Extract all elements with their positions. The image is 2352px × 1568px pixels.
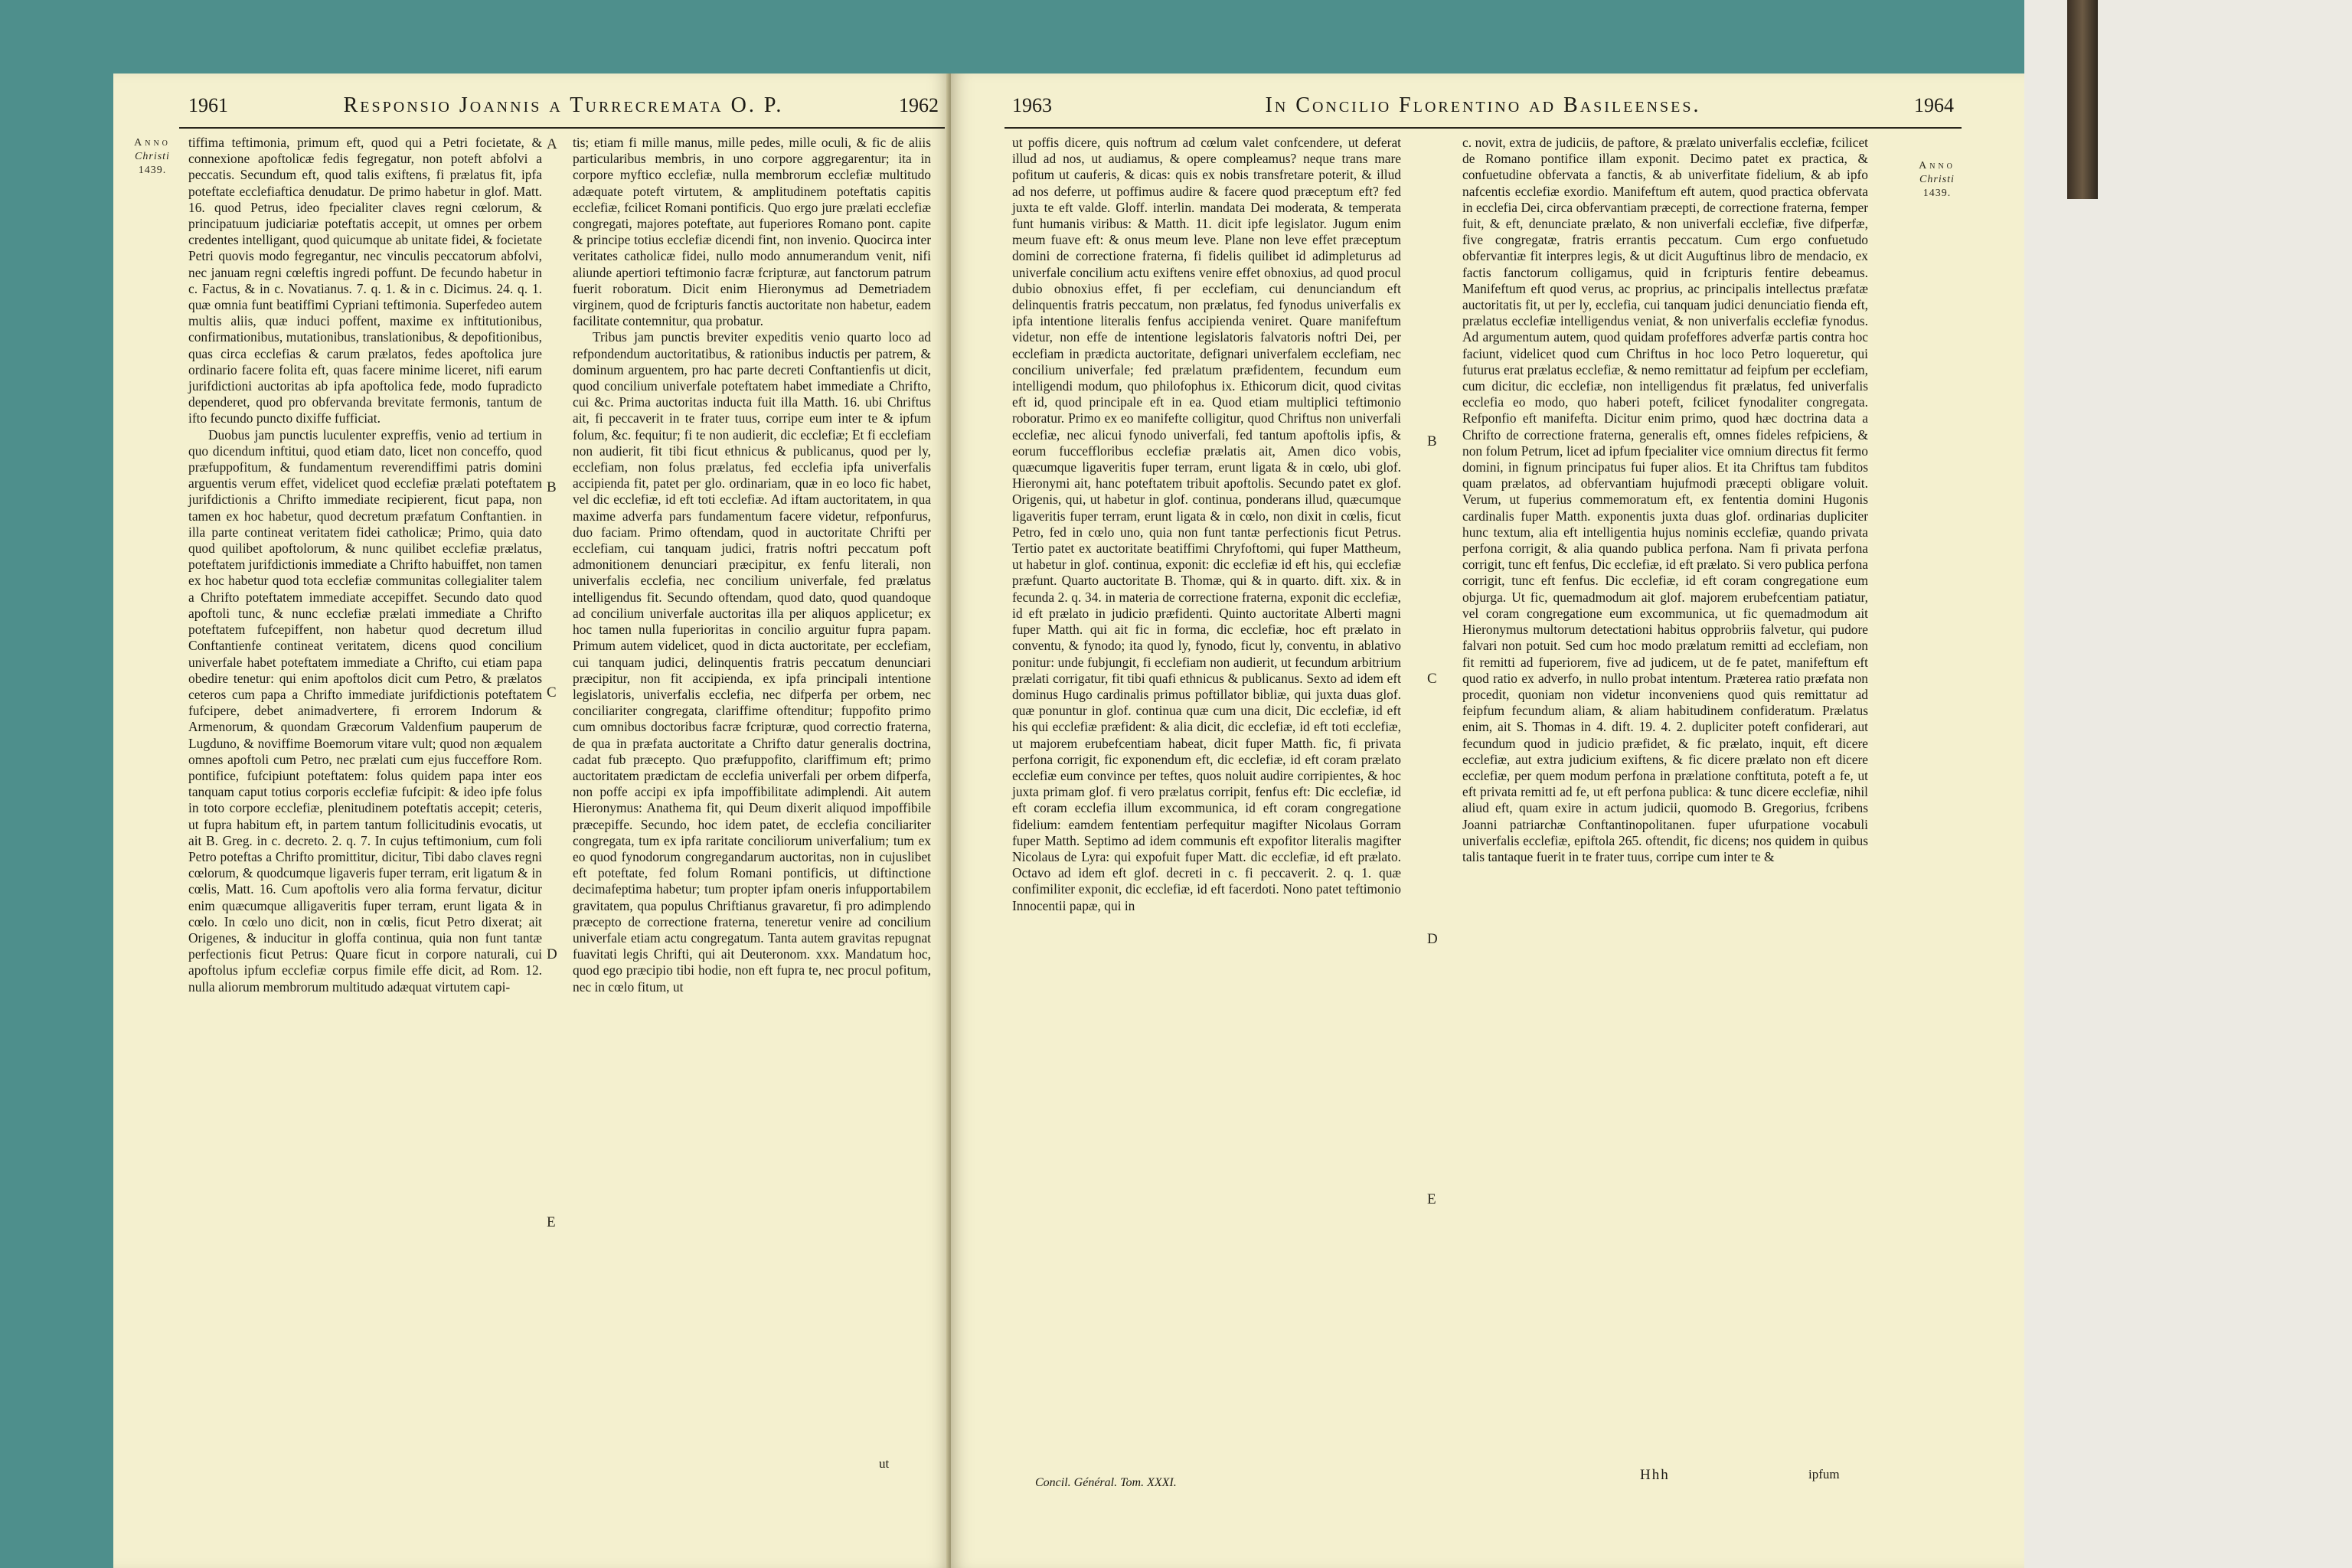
page-number-1964: 1964 [1914,94,1954,116]
paragraph: tiffima teftimonia, primum eft, quod qui a Petri focietate, & connexione apoftolicæ fedis fegregatur, non poteft abfolvi a peccatis. Secundum eft, quod talis exiftens, fi prælatus fit, ipfa poteftate ecclefiaftica denudatur. De primo habetur in glof. Matt. 16. quod Petrus, ideo fpecialiter claves regni cœlorum, & principatuum judiciariæ poteftatis accepit, ut omnes per orbem credentes intelligant, quod quicumque ab unitate fidei, & focietate Petri quovis modo fegregantur, nec vinculis peccatorum abfolvi, nec januam regni cœleftis ingredi poffunt. De fecundo habetur in c. Factus, & in c. Novatianus. 7. q. 1. & in c. Dicimus. 24. q. 1. quæ omnia funt beatiffimi Cypriani teftimonia. Superfedeo autem multis aliis, quæ induci poffent, maxime ex inftitutionibus, confirmationibus, mutationibus, translationibus, & depofitionibus, quas circa ecclefias & carum prælatos, fedes apoftolica jure ordinario facere folita eft, quas facere minime liceret, nifi earum jurifdictioni auctoritas ab ipfa apoftolica fede, modo fupradicto dependeret, quod pro obfervanda brevitate fermonis, tantum de ifto fecundo puncto dixiffe fufficiat. [188,135,542,426]
left-margin-year-note [119,136,185,178]
right-catchword: ipfum [1808,1467,1840,1481]
section-letter-e: E [547,1214,556,1230]
right-column-b [1462,135,1868,865]
page-number-1963: 1963 [1012,94,1052,116]
margin-christi: Christi [135,151,170,162]
paragraph: Tribus jam punctis breviter expeditis venio quarto loco ad refpondendum auctoritatibus, & rationibus inductis per patrem, & dominum arguentem, pro hac parte decreti Conftantienfis ut dicit, quod concilium univerfale poteftatem habet immediate a Chrifto, cui &c. Prima auctoritas inducta fuit illa Matth. 16. ubi Chriftus ait, fi peccaverit in te frater tuus, corripe eum inter te & ipfum folum, &c. fequitur; fi te non audierit, dic ecclefiæ; Et fi ecclefiam non audierit, fit tibi ficut ethnicus & publicanus, quod per ly, ecclefiam, non folus prælatus, fed ecclefia ipfa univerfalis accipienda fit, patet per glo. ordinariam, quæ in eo loco fic habet, vel dic ecclefiæ, id eft toti ecclefiæ. Ad iftam auctoritatem, in qua maxime adverfa pars fundamentum facere videtur, refponfurus, duo faciam. Primo oftendam, quod in auctoritate Chrifti per ecclefiam, cui tanquam judici, fratris noftri peccatum poft admonitionem denunciari præcipitur, ex fenfu literali, non univerfalis ecclefia, nec concilium univerfale, fed prælatus intelligendus fit. Secundo oftendam, quod dato, quod quandoque ad concilium univerfale auctoritas illa per aliquos applicetur; ex hoc tamen nulla fuperioritas in concilio arguitur fupra papam. Primum autem videlicet, quod in dicta auctoritate, per ecclefiam, cui tanquam judici, delinquentis fratris peccatum denunciari præcipitur, non fit accipienda, ex ipfa principali intentione legislatoris, univerfalis ecclefia, nec difperfa per orbem, nec conciliariter congregata, clariffime oftenditur; fuppofito primo cum omnibus doctoribus facræ fcripturæ, quod correctio fraterna, de qua in præfata auctoritate a Chrifto datur generalis doctrina, cadat fub præcepto. Quo præfuppofito, clariffimum eft; primo auctoritatem prædictam de ecclefia univerfali per orbem difperfa, non poffe accipi ex ipfa impoffibilitate adimplendi. Ait autem Hieronymus: Anathema fit, qui Deum dixerit aliquod impoffibile præcepiffe. Secundo, hoc idem patet, de ecclefia conciliariter congregata, tum ex ipfa raritate conciliorum univerfalium; tum ex eo quod fynodorum congregandarum auctoritas, non in cujuslibet eft poteftate, fed folum Romani pontificis, ut diftinctione decimafeptima habetur; tum propter ipfam oneris infupportabilem gravitatem, qua populus Chriftianus gravaretur, fi pro adimplendo præcepto de correctione fraterna, teneretur venire ad concilium univerfale etiam actu congregatum. Tanta autem gravitas repugnat fuavitati legis Chrifti, qui ait Deuteronom. xxx. Mandatum hoc, quod ego præcipio tibi hodie, non eft fupra te, nec procul pofitum, nec in cœlo fitum, ut [573,329,931,995]
left-running-title: Responsio Joannis a Turrecremata O. P. [343,93,784,117]
right-page [951,74,2024,1568]
signature-line: Concil. Général. Tom. XXXI. [1035,1476,1177,1489]
section-letter-c: C [1427,671,1437,687]
paragraph: c. novit, extra de judiciis, de paftore, & prælato univerfalis ecclefiæ, fcilicet de Romano pontifice illam exponit. Decimo patet ex practica, & confuetudine obfervata a fanctis, & ab univerfitate fidelium, & ab ipfo nafcentis ecclefiæ exordio. Manifeftum eft autem, quod practica obfervata in ecclefia Dei, circa obfervantiam præcepti, de correctione fraterna, femper fuit, & eft, denunciate prælato, & non univerfali ecclefiæ, five difperfæ, five congregatæ, fratris errantis peccatum. Cum ergo confuetudo obfervantiæ fit interpres legis, & ut dicit Auguftinus libro de mendacio, ex factis fanctorum colligamus, quid in fcripturis fentire debeamus. Manifeftum eft quod verus, ac proprius, ac principalis intellectus præfatæ auctoritatis fit, ut per ly, ecclefia, cui tanquam judici denunciatio fienda eft, prælatus ecclefiæ intelligendus veniat, & non univerfalis ecclefiæ fynodus. Ad argumentum autem, quod quidam profeffores adverfæ partis contra hoc faciunt, videlicet quod cum Chriftus in hoc loco Petro loqueretur, qui futurus erat prælatus ecclefiæ, & nemo remittatur ad feipfum per ecclefiam, cum dicitur, dic ecclefiæ, non intelligendus fit prælatus, fed univerfalis ecclefia eo modo, quo haberi poteft, fcilicet fynodaliter congregata. Refponfio eft manifefta. Dicitur enim primo, quod hæc doctrina data a Chrifto de correctione fraterna, generalis eft, omnes fideles refpiciens, & non folum Petrum, licet ad ipfum fpecialiter vice omnium directus fit fermo domini, in fignum principatus fui fuper alios. Et ita Chriftus tam fubditos quam prælatos, ad obfervantiam hujufmodi præcepti obligare voluit. Verum, ut fuperius commemoratum eft, ex fententia domini Hugonis cardinalis fuper Matth. exponentis juxta duas glof. ordinarias dupliciter hunc textum, alia eft intelligentia hujus nominis ecclefiæ, quando privata perfona corrigit, & alia quando publica perfona. Nam fi privata perfona corrigit, tunc eft fenfus, Dic ecclefiæ, id eft prælato. Si vero publica perfona corrigit, tunc eft fenfus. Dic ecclefiæ, id eft coram congregatione eum objurga. Ut fic, quemadmodum ait glof. majorem erubefcentiam patiatur, vel coram congregatione eum excommunica, ut fic quemadmodum ait Hieronymus multorum detectationi habitus opprobriis falvetur, qui pudore falvari non potuit. Sed cum hoc modo prælatum remitti ad ecclefiam, non fit remitti ad fuperiorem, five ad judicem, ut de fe patet, manifeftum eft quod ratio ex adverfo, in nullo probat intentum. Præterea ratio præfata non procedit, quoniam non videtur inconveniens quod quis remittatur ad feipfum fecundum aliam, & aliam habitudinem confideratum. Prælatus enim, ait S. Thomas in 4. dift. 19. 4. 2. dupliciter poteft confiderari, aut fecundum quod in judicio præfidet, & fic prælato, inquit, eft dicere ecclefiæ, aut extra judicium exiftens, & fic dicere prælato non eft dicere ecclefiæ, per quem modum perfona in prælatione conftituta, poteft a fe, ut eft privata remitti ad fe, ut eft perfona publica: & tunc dicere ecclefiæ, nihil aliud eft, quam exire in actum judicii, quomodo B. Gregorius, fcribens Joanni patriarchæ Conftantinopolitanen. fuper ufurpatione vocabuli univerfalis ecclefiæ, epiftola 265. oftendit, fic dicens; nos quidem in quibus talis tantaque fuerit in te frater tuus, corripe cum inter te & [1462,135,1868,864]
margin-year: 1439. [1922,188,1952,199]
margin-year: 1439. [138,165,167,176]
left-page [113,74,949,1568]
margin-christi: Christi [1919,174,1955,185]
margin-anno: Anno [1919,160,1955,172]
signature-mark: Hhh [1640,1467,1670,1483]
paragraph: tis; etiam fi mille manus, mille pedes, mille oculi, & fic de aliis particularibus membris, in uno corpore aggregarentur; ita in corpore myftico ecclefiæ, nulla membrorum ecclefiæ multitudo adæquate poteft virtutem, & amplitudinem poteftatis capitis ecclefiæ, fcilicet Romani pontificis. Quo ergo jure prælati ecclefiæ congregati, majores poteftate, aut fuperiores Romano pont. capite & principe totius ecclefiæ dicendi fint, non invenio. Quocirca inter veritates catholicæ fidei, nullo modo annumerandum venit, nifi aliunde apertiori teftimonio facræ fcripturæ, aut fanctorum patrum fuerit roboratum. Dicit enim Hieronymus ad Demetriadem virginem, quod de fcripturis fanctis auctoritate non habetur, eadem facilitate contemnitur, qua probatur. [573,135,931,329]
right-running-title: In Concilio Florentino ad Basileenses. [1265,93,1701,117]
header-rule [179,127,945,129]
section-letter-a: A [547,136,557,152]
section-letter-c: C [547,684,557,701]
right-column-a [1012,135,1401,914]
section-letter-b: B [547,479,557,495]
header-rule [1004,127,1962,129]
right-page-header [1012,93,1954,118]
section-letter-e: E [1427,1191,1436,1207]
section-letter-b: B [1427,433,1437,449]
left-column-b [573,135,931,995]
left-catchword: ut [879,1456,890,1471]
left-page-header [188,93,939,118]
book-cover-edge [2067,0,2098,199]
right-margin-year-note [1899,159,1975,201]
section-letter-d: D [547,946,557,962]
paragraph: ut poffis dicere, quis noftrum ad cœlum valet confcendere, ut deferat illud ad nos, ut audiamus, & opere compleamus? neque trans mare pofitum ut cauferis, & dicas: quis ex nobis transfretare poterit, & illud ad nos deferre, ut poffimus audire & facere quod præceptum eft? fed juxta te eft valde. Gloff. interlin. mandata Dei moderata, & temperata funt humanis viribus: & Matth. 11. dicit ipfe legislator. Jugum enim meum fuave eft: & onus meum leve. Plane non leve effet præceptum domini de correctione fraterna, fi fidelis quilibet id adimpleturus ad univerfale concilium actu exiftens venire effet obnoxius, ad quod procul dubio obnoxius effet, fi per ecclefiam, cui denunciandum eft delinquentis fratris peccatum, non prælatus, fed fynodus univerfalis ex ipfa intentione literalis fenfus accipienda veniret. Quare manifeftum videtur, non effe de intentione legislatoris falvatoris noftri Dei, per ecclefiam in prædicta auctoritate, defignari univerfalem ecclefiam, nec concilium univerfale; fed prælatum præfidentem, fecundum eum intelligendi modum, quo philofophus ix. Ethicorum dicit, quod civitas eft id, quod principale eft in ea. Quod etiam multiplici teftimonio roboratur. Primo ex eo manifefte colligitur, quod Chriftus non univerfali ecclefiæ, nec alicui fynodo univerfali, fed tantum apoftolis ipfis, & eorum fucceffloribus ecclefiæ prælatis ait, Amen dico vobis, quæcumque ligaveritis fuper terram, erunt ligata & in cœlo, ubi glof. Hieronymi ait, hanc poteftatem tribuit apoftolis. Secundo patet ex glof. Origenis, qui, ut habetur in glof. continua, ponderans illud, quæcumque ligaveritis fuper terram, erunt ligata & in cœlo, non dixit in cœlis, ficut Petro, fed in cœlo uno, quia non funt tantæ perfectionis ficut Petrus. Tertio patet ex auctoritate beatiffimi Chryfoftomi, qui fuper Mattheum, ut habetur in glof. continua, exponit: dic ecclefiæ id eft his, qui ecclefiæ præfunt. Quarto auctoritate B. Thomæ, qui & in quarto. dift. xix. & in fecunda 2. q. 34. in materia de correctione fraterna, exponit dic ecclefiæ, id eft prælato in judicio præfidenti. Quinto auctoritate Alberti magni fuper Matth. qui ait fic in forma, dic ecclefiæ, hoc eft prælato in conventu, & fynodo; ita quod ly, fynodo, ficut ly, conventu, in ablativo ponitur: unde fubjungit, fi ecclefiam non audierit, ut fecundum arbitrium prælati corrigatur, fit tibi quafi ethnicus & publicanus. Sexto ad idem eft dominus Hugo cardinalis primus poftillator bibliæ, qui juxta duas glof. quæ ponuntur in glof. continua quæ cum una dicit, Dic ecclefiæ, id eft his qui ecclefiæ præfident: & alia dicit, dic ecclefiæ, id eft toti ecclefiæ, ut majorem erubefcentiam habeat, dicit fuper Matth. fic, fi privata perfona corrigit, fic exponendum eft, dic ecclefiæ, id eft coram prælato ecclefiæ eum convince per teftes, quos noluit audire corripientes, & hoc juxta primam glof. fi vero prælatus corripit, fenfus eft: Dic ecclefiæ, id eft coram ecclefia illum excommunica, id eft coram congregatione fidelium: eamdem fententiam perfequitur magifter Nicolaus Gorram fuper Matth. Septimo ad idem communis eft expofitor literalis magifter Nicolaus de Lyra: qui expofuit fuper Matt. dic ecclefiæ, id eft prælato. Octavo ad idem eft glof. decreti in c. fi peccaverit. 2. q. 1. quæ confimiliter exponit, dic ecclefiæ, id eft facerdoti. Nono patet teftimonio Innocentii papæ, qui in [1012,135,1401,913]
background-surface [2024,0,2352,1568]
left-column-a [188,135,542,995]
section-letter-d: D [1427,931,1438,947]
margin-anno: Anno [134,137,171,149]
paragraph: Duobus jam punctis luculenter expreffis, venio ad tertium in quo dicendum inftitui, quod etiam dato, licet non conceffo, quod præfuppofitum, & fundamentum reverendiffimi patris domini arguentis verum effet, videlicet quod ecclefiæ prælati poteftatem jurifdictionis a Chrifto immediate recipierent, ficut papa, non tamen ex hoc habetur, quod decretum præfatum Conftantien. in illa parte contineat veritatem fidei catholicæ; Primo, quia dato quod quilibet apoftolorum, & nunc quilibet ecclefiæ prælatus, poteftatem jurifdictionis immediate a Chrifto habuiffet, non tamen ex hoc habetur quod tota ecclefiæ communitas collegialiter talem a Chrifto poteftatem immediate accepiffet. Secundo dato quod apoftoli tunc, & nunc ecclefiæ prælati immediate a Chrifto poteftatem fufcepiffent, non habetur quod decretum illud Conftantienfe contineat veritatem, dicens quod concilium univerfale habet poteftatem immediate a Chrifto, cui etiam papa obedire tenetur: qui enim apoftolos dicit cum Petro, & prælatos ceteros cum papa a Chrifto immediate jurifdictionis poteftatem fufcipere, debet animadvertere, fi errorem Indorum & Armenorum, & quondam Græcorum Valdenfium pauperum de Lugduno, & noviffime Boemorum vitare vult; quod non æqualem omnes apoftoli cum Petro, nec prælati cum ejus fucceffore Rom. pontifice, fufcipiunt poteftatem: folus quidem papa inter eos tanquam caput totius corporis ecclefiæ fufcipit: & ideo ipfe folus in toto corpore ecclefiæ, plenitudinem poteftatis accepit; ceteris, ut fupra habitum eft, in partem tantum follicitudinis evocatis, ut ait B. Greg. in c. decreto. 2. q. 7. In cujus teftimonium, cum foli Petro poteftas a Chrifto promittitur, dicitur, Tibi dabo claves regni cœlorum, & quodcumque ligaveris fuper terram, erit ligatum & in cœlis, Matt. 16. Cum apoftolis vero alia forma fervatur, dicitur enim quæcumque alligaveritis fuper terram, erunt ligata & in cœlo. In cœlo uno dicit, non in cœlis, ficut Petro dixerat; ait Origenes, & inducitur in gloffa continua, quia non funt tantæ perfectionis ficut Petrus: Quare ficut in corpore naturali, cui apoftolus ipfum ecclefiæ corpus fimile effe dicit, ad Rom. 12. nulla aliorum membrorum multitudo adæquat virtutem capi- [188,426,542,995]
page-number-1961: 1961 [188,94,228,116]
page-number-1962: 1962 [899,94,939,116]
